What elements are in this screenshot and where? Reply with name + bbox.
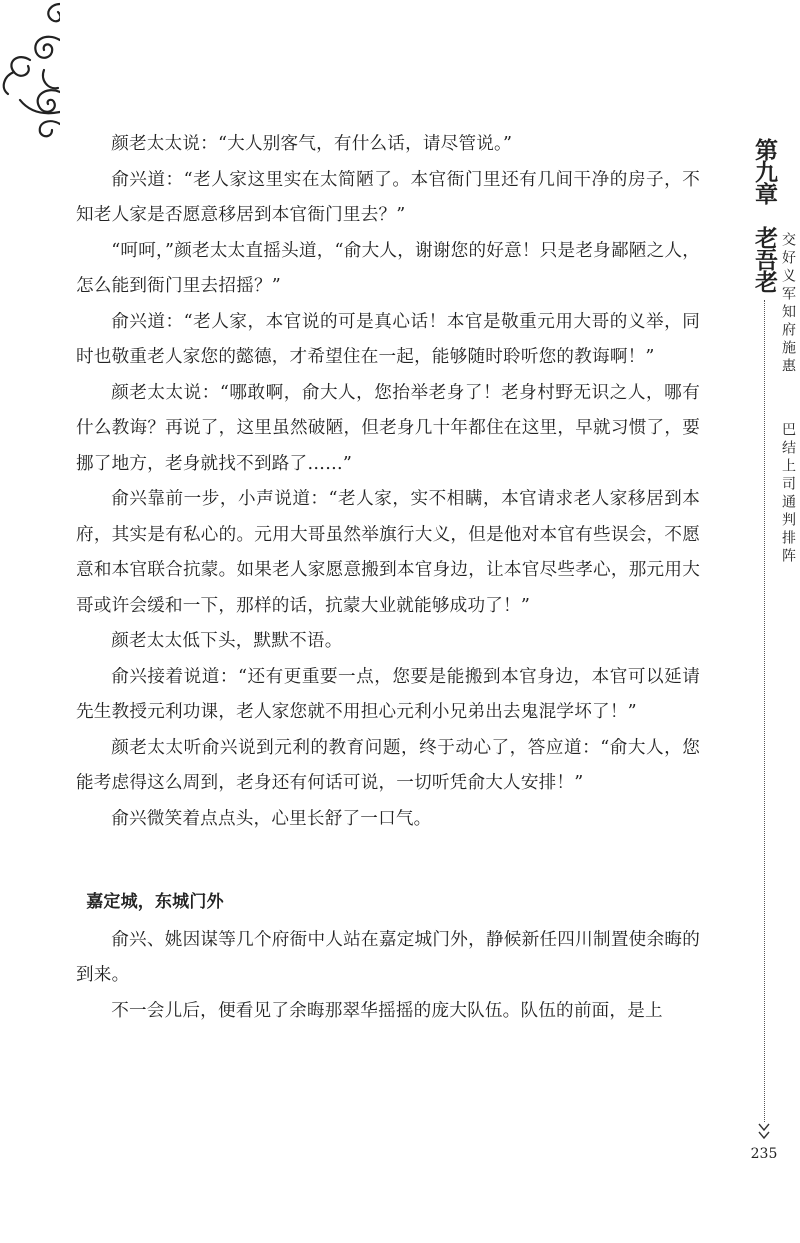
page-number: 235 (750, 1146, 778, 1162)
chapter-number: 第九章 (751, 138, 778, 204)
paragraph: 俞兴接着说道：“还有更重要一点，您要是能搬到本官身边，本官可以延请先生教授元利功课，老人家您就不用担心元利小兄弟出去鬼混学坏了！” (76, 666, 700, 722)
section-heading: 嘉定城，东城门外 (86, 892, 224, 912)
paragraph: 俞兴、姚因谋等几个府衙中人站在嘉定城门外，静候新任四川制置使余晦的到来。 (76, 929, 700, 985)
paragraph: 俞兴道：“老人家，本官说的可是真心话！本官是敬重元用大哥的义举，同时也敬重老人家您的懿德，才希望住在一起，能够随时聆听您的教诲啊！” (76, 311, 700, 367)
cloud-ornament-icon (0, 0, 60, 140)
main-text (76, 127, 700, 1029)
chapter-subtitle-2: 巴结上司通判排阵 (780, 422, 796, 566)
paragraph: 颜老太太说：“大人别客气，有什么话，请尽管说。” (111, 134, 513, 154)
sidebar-divider (764, 300, 765, 1122)
down-chevrons-icon (757, 1120, 771, 1144)
chapter-subtitle-1: 交好义军知府施惠 (780, 232, 796, 376)
paragraph: 俞兴微笑着点点头，心里长舒了一口气。 (111, 808, 432, 829)
chapter-title: 老吾老 (751, 226, 778, 292)
paragraph: 颜老太太听俞兴说到元利的教育问题，终于动心了，答应道：“俞大人，您能考虑得这么周到，老身还有何话可说，一切听凭俞大人安排！” (76, 737, 700, 793)
paragraph: 俞兴道：“老人家这里实在太简陋了。本官衙门里还有几间干净的房子，不知老人家是否愿意移居到本官衙门里去？” (76, 169, 700, 225)
paragraph: 俞兴靠前一步，小声说道：“老人家，实不相瞒，本官请求老人家移居到本府，其实是有私心的。元用大哥虽然举旗行大义，但是他对本官有些误会，不愿意和本官联合抗蒙。如果老人家愿意搬到本官身边，让本官尽些孝心，那元用大哥或许会缓和一下，那样的话，抗蒙大业就能够成功了！” (76, 489, 700, 616)
paragraph: 颜老太太低下头，默默不语。 (111, 631, 343, 651)
paragraph: “呵呵，”颜老太太直摇头道，“俞大人，谢谢您的好意！只是老身鄙陋之人，怎么能到衙门里去招摇？” (76, 240, 700, 296)
paragraph: 颜老太太说：“哪敢啊，俞大人，您抬举老身了！老身村野无识之人，哪有什么教诲？再说了，这里虽然破陋，但老身几十年都住在这里，早就习惯了，要挪了地方，老身就找不到路了……” (76, 382, 700, 474)
paragraph: 不一会儿后，便看见了余晦那翠华摇摇的庞大队伍。队伍的前面，是上 (111, 1000, 663, 1021)
